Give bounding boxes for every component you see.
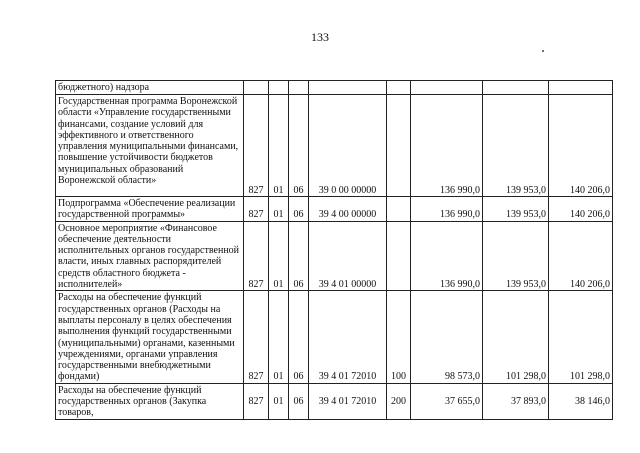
cell-year2: 139 953,0 xyxy=(483,221,549,291)
table-row xyxy=(56,291,613,383)
cell-target: 39 4 01 72010 xyxy=(309,383,387,419)
cell-ministry: 827 xyxy=(244,197,269,222)
page-number: 133 xyxy=(311,30,329,44)
cell-expense-type xyxy=(387,221,411,291)
cell-section xyxy=(269,81,289,95)
cell-name: Государственная программа Воронежской области «Управление государственными финансами, создание условий для эффективного и ответственного управления муниципальными финансами, повышение устойчивости бюджетов муниципальных образований Воронежской области» xyxy=(56,95,244,197)
cell-name: Расходы на обеспечение функций государственных органов (Закупка товаров, xyxy=(56,383,244,419)
table-row xyxy=(56,383,613,419)
cell-section: 01 xyxy=(269,197,289,222)
cell-year2: 139 953,0 xyxy=(483,95,549,197)
table-row xyxy=(56,81,613,95)
cell-year2: 101 298,0 xyxy=(483,291,549,383)
cell-year1: 37 655,0 xyxy=(411,383,483,419)
cell-year2 xyxy=(483,81,549,95)
cell-expense-type: 200 xyxy=(387,383,411,419)
cell-section: 01 xyxy=(269,221,289,291)
cell-section: 01 xyxy=(269,383,289,419)
cell-subsection: 06 xyxy=(289,221,309,291)
cell-subsection: 06 xyxy=(289,197,309,222)
cell-ministry: 827 xyxy=(244,383,269,419)
cell-ministry: 827 xyxy=(244,291,269,383)
cell-ministry: 827 xyxy=(244,221,269,291)
cell-target: 39 4 00 00000 xyxy=(309,197,387,222)
cell-year1: 136 990,0 xyxy=(411,95,483,197)
cell-subsection: 06 xyxy=(289,383,309,419)
cell-year1: 136 990,0 xyxy=(411,197,483,222)
cell-expense-type xyxy=(387,95,411,197)
scan-speck xyxy=(542,50,544,52)
cell-year1: 98 573,0 xyxy=(411,291,483,383)
cell-target: 39 0 00 00000 xyxy=(309,95,387,197)
cell-year1: 136 990,0 xyxy=(411,221,483,291)
cell-ministry xyxy=(244,81,269,95)
cell-expense-type: 100 xyxy=(387,291,411,383)
table-row xyxy=(56,95,613,197)
cell-year2: 37 893,0 xyxy=(483,383,549,419)
cell-name: Расходы на обеспечение функций государственных органов (Расходы на выплаты персоналу в целях обеспечения выполнения функций государственными (муниципальными) органами, казенными учреждениями, органами управления государственными внебюджетными фондами) xyxy=(56,291,244,383)
cell-subsection xyxy=(289,81,309,95)
cell-name: Основное мероприятие «Финансовое обеспечение деятельности исполнительных органов государственной власти, иных главных распорядителей средств областного бюджета - исполнителей» xyxy=(56,221,244,291)
cell-target: 39 4 01 00000 xyxy=(309,221,387,291)
cell-subsection: 06 xyxy=(289,95,309,197)
cell-year3: 140 206,0 xyxy=(549,221,613,291)
cell-name: бюджетного) надзора xyxy=(56,81,244,95)
table-row xyxy=(56,221,613,291)
cell-section: 01 xyxy=(269,95,289,197)
cell-name: Подпрограмма «Обеспечение реализации государственной программы» xyxy=(56,197,244,222)
cell-target xyxy=(309,81,387,95)
budget-table xyxy=(55,80,613,420)
table-row xyxy=(56,197,613,222)
cell-year2: 139 953,0 xyxy=(483,197,549,222)
cell-expense-type xyxy=(387,197,411,222)
cell-section: 01 xyxy=(269,291,289,383)
cell-year3: 101 298,0 xyxy=(549,291,613,383)
cell-target: 39 4 01 72010 xyxy=(309,291,387,383)
cell-year3 xyxy=(549,81,613,95)
cell-year3: 38 146,0 xyxy=(549,383,613,419)
cell-year1 xyxy=(411,81,483,95)
cell-year3: 140 206,0 xyxy=(549,197,613,222)
cell-subsection: 06 xyxy=(289,291,309,383)
cell-year3: 140 206,0 xyxy=(549,95,613,197)
cell-expense-type xyxy=(387,81,411,95)
cell-ministry: 827 xyxy=(244,95,269,197)
